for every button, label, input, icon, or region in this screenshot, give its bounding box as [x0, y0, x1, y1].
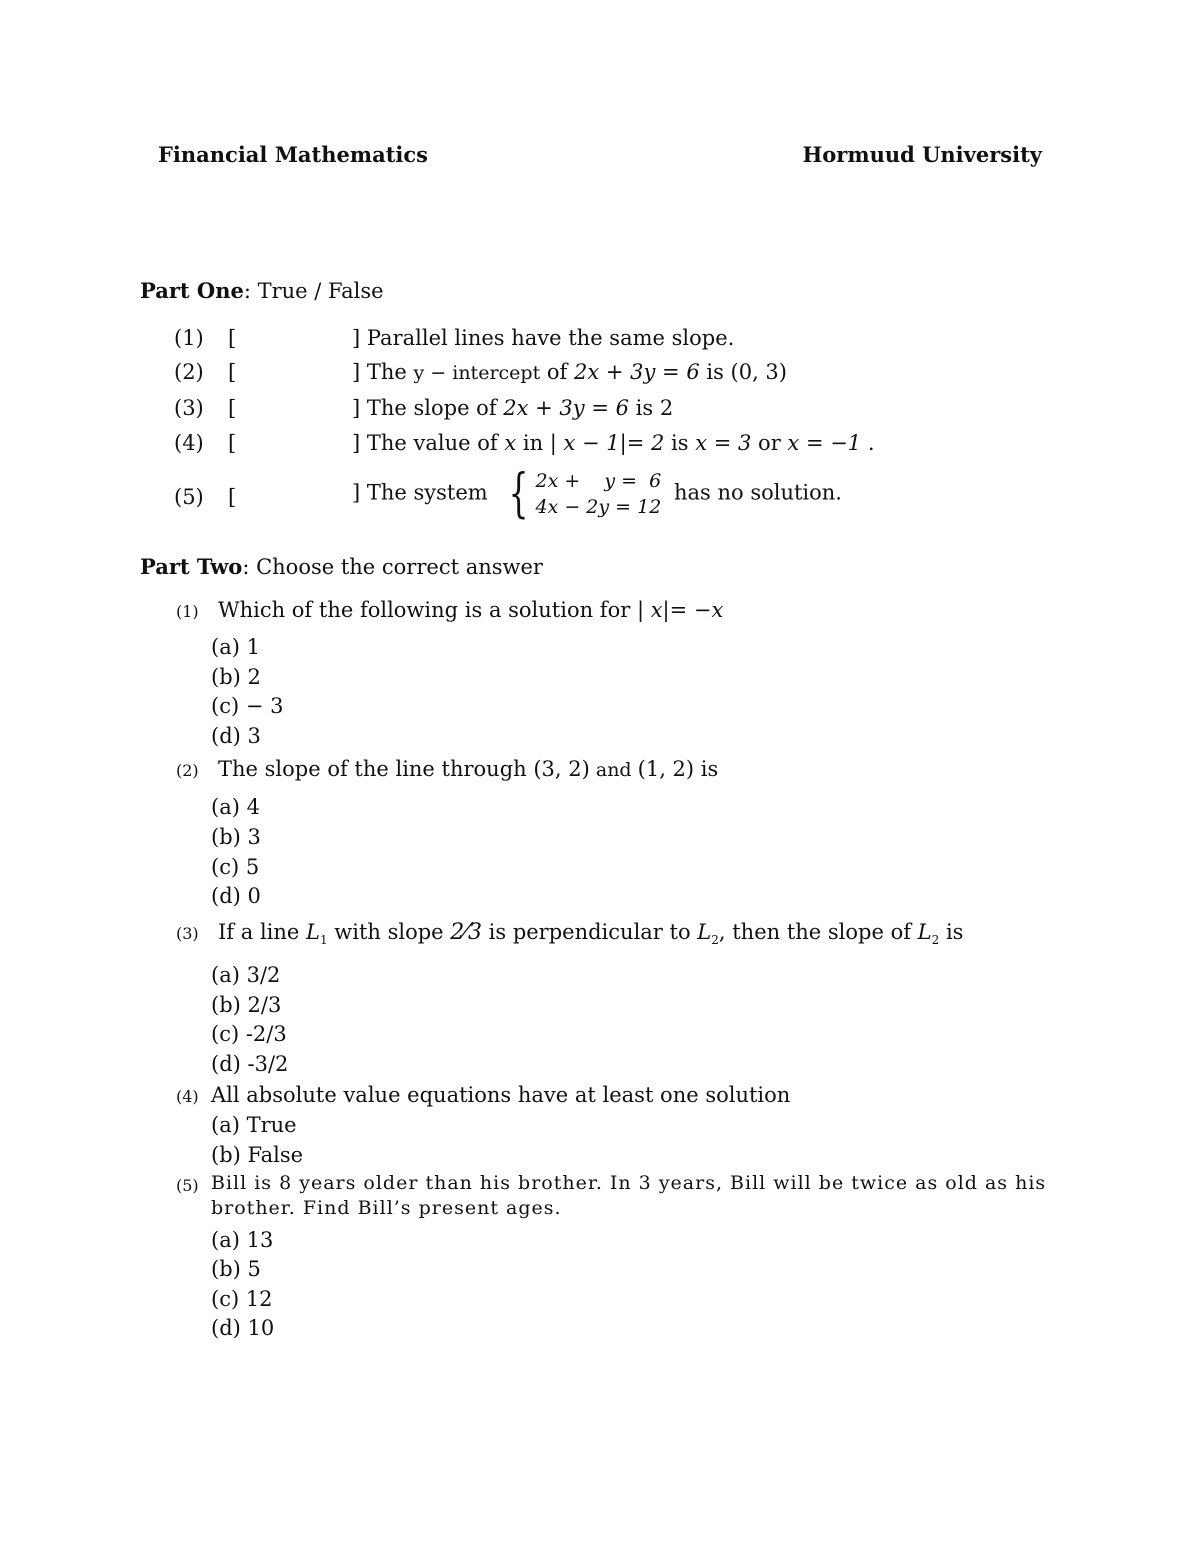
question-number: (2) [176, 761, 199, 780]
tf-number: (5) [174, 485, 204, 509]
question-number: (3) [176, 924, 199, 943]
math-expr: L [306, 920, 320, 944]
math-expr: | x|= −x [636, 598, 724, 622]
text: with slope [327, 920, 451, 944]
fraction: 2⁄3 [450, 920, 482, 945]
text: is [939, 920, 964, 944]
tf-statement [352, 360, 787, 384]
text: or [751, 431, 788, 455]
option[interactable]: (d) 10 [211, 1316, 275, 1340]
text: The slope of the line through [218, 757, 534, 781]
math-expr: 2 [659, 396, 674, 420]
option[interactable]: (d) -3/2 [211, 1052, 289, 1076]
question-3 [0, 920, 964, 952]
option[interactable]: (d) 0 [211, 884, 261, 908]
option[interactable]: (c) -2/3 [211, 1022, 287, 1046]
system-line: 4x − 2y = 12 [535, 496, 662, 518]
text: is [699, 360, 731, 384]
option[interactable]: (c) 5 [211, 855, 260, 879]
option[interactable]: (b) 2 [211, 665, 261, 689]
option[interactable]: (a) 1 [211, 635, 260, 659]
option[interactable]: (b) 5 [211, 1257, 261, 1281]
question-1 [0, 598, 900, 626]
text: is [628, 396, 660, 420]
university-name: Hormuud University [802, 142, 1042, 167]
answer-bracket[interactable]: [ [228, 485, 237, 509]
subscript: 2 [931, 933, 940, 948]
math-expr: y − intercept [413, 362, 541, 384]
text: has no solution. [667, 480, 842, 505]
answer-bracket[interactable]: [ [228, 360, 237, 384]
math-expr: (3, 2) [533, 757, 590, 781]
math-expr: 2x + 3y = 6 [574, 360, 700, 384]
question-text: All absolute value equations have at least one solution [211, 1083, 791, 1107]
question-number: (1) [176, 602, 199, 621]
text: ] The [352, 360, 414, 384]
text: ] The value of [352, 431, 505, 455]
text: ] The system [352, 480, 495, 505]
text: , then the slope of [718, 920, 918, 944]
question-number: (4) [176, 1087, 199, 1106]
text: . [861, 431, 875, 455]
equation-system [502, 464, 662, 524]
question-4 [0, 1083, 900, 1111]
part-two-rest: : Choose the correct answer [242, 555, 543, 579]
part-one-title [140, 278, 384, 303]
tf-statement [352, 431, 875, 455]
part-one-label: Part One [140, 278, 244, 303]
option[interactable]: (c) − 3 [211, 694, 284, 718]
math-expr: L [697, 920, 712, 944]
question-number: (5) [176, 1176, 199, 1195]
option[interactable]: (a) True [211, 1113, 297, 1137]
text: is [694, 757, 719, 781]
question-2 [0, 757, 900, 785]
question-text [218, 920, 963, 947]
question-text [218, 757, 718, 781]
part-two-title [140, 554, 543, 579]
math-expr: L [917, 920, 932, 944]
tf-statement [352, 464, 842, 524]
option[interactable]: (a) 4 [211, 795, 260, 819]
question-5 [0, 1172, 1047, 1228]
option[interactable]: (c) 12 [211, 1287, 273, 1311]
answer-bracket[interactable]: [ [228, 396, 237, 420]
question-line: Bill is 8 years older than his brother. In 3 years, Bill will be twice as old as his [211, 1172, 1047, 1194]
part-one-rest: : True / False [243, 279, 384, 303]
tf-number: (4) [174, 431, 204, 455]
subscript: 1 [319, 933, 328, 948]
math-expr: (0, 3) [730, 360, 787, 384]
text: Which of the following is a solution for [218, 598, 637, 622]
system-line: 2x + y = 6 [535, 470, 662, 492]
subscript: 2 [711, 933, 719, 948]
option[interactable]: (b) 2/3 [211, 993, 282, 1017]
answer-bracket[interactable]: [ [228, 431, 237, 455]
tf-number: (3) [174, 396, 204, 420]
question-text [218, 598, 723, 622]
math-expr: x = −1 [787, 431, 862, 455]
math-expr: x = 3 [695, 431, 752, 455]
question-text [211, 1172, 1046, 1219]
tf-number: (1) [174, 326, 204, 350]
answer-bracket[interactable]: [ [228, 326, 237, 350]
option[interactable]: (a) 3/2 [211, 963, 281, 987]
question-line: brother. Find Bill’s present ages. [211, 1197, 562, 1219]
math-expr: 2x + 3y = 6 [503, 396, 629, 420]
course-title: Financial Mathematics [158, 142, 428, 167]
left-brace-icon: { [509, 464, 529, 524]
math-expr: (1, 2) [637, 757, 695, 781]
option[interactable]: (b) 3 [211, 825, 261, 849]
part-two-label: Part Two [140, 554, 243, 579]
math-expr: | x − 1|= 2 [549, 431, 665, 455]
option[interactable]: (b) False [211, 1143, 304, 1167]
text: is [664, 431, 696, 455]
tf-number: (2) [174, 360, 204, 384]
text: ] The slope of [352, 396, 504, 420]
text: in [516, 431, 550, 455]
tf-statement: ] Parallel lines have the same slope. [352, 326, 735, 350]
tf-statement [352, 396, 673, 420]
text: If a line [218, 920, 306, 944]
option[interactable]: (a) 13 [211, 1228, 274, 1252]
text: of [540, 360, 574, 384]
text: and [589, 759, 638, 781]
text: is perpendicular to [481, 920, 698, 944]
option[interactable]: (d) 3 [211, 724, 261, 748]
math-expr: x [504, 431, 517, 455]
